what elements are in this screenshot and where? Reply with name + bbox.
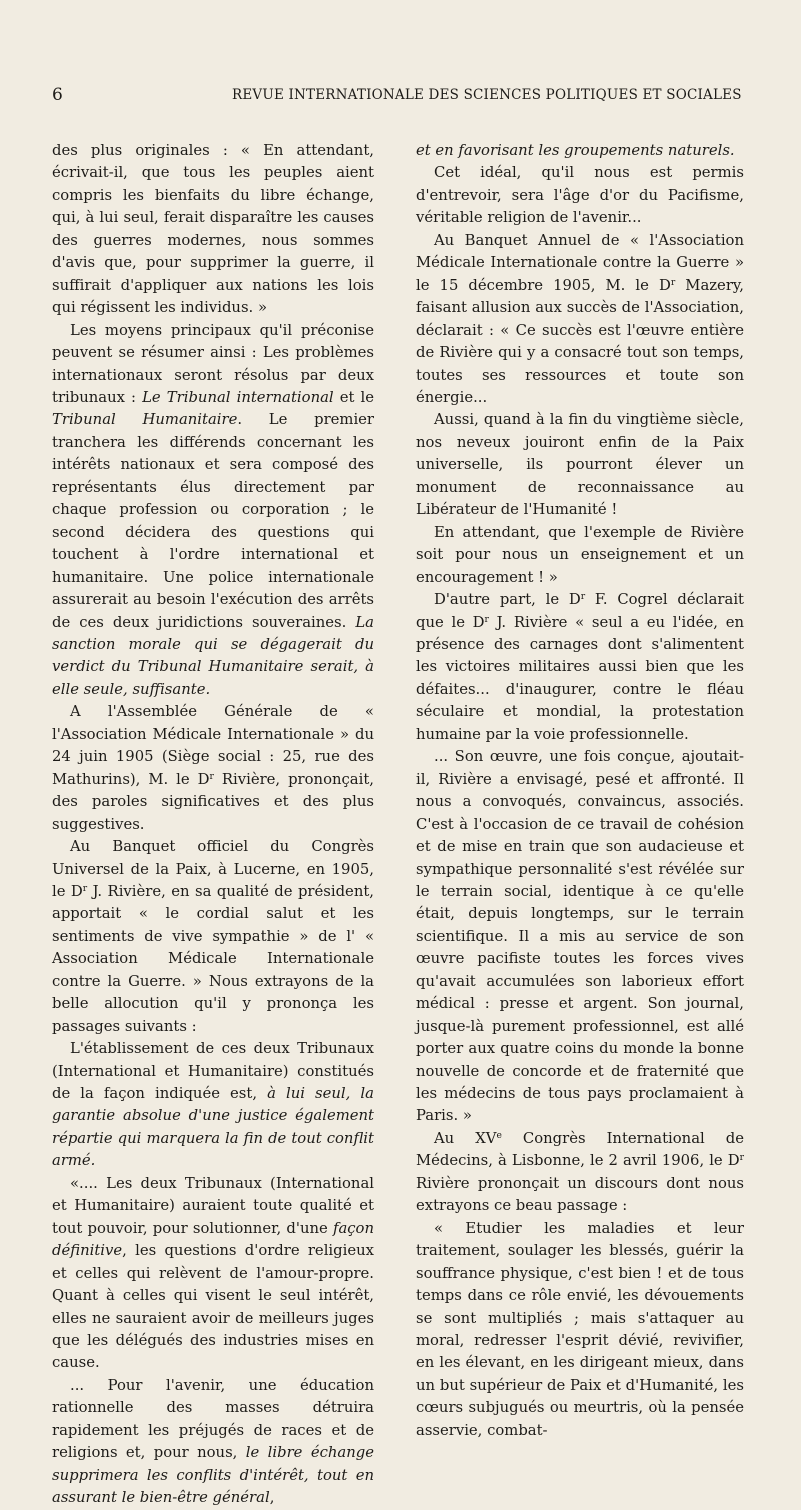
paragraph (52, 1375, 374, 1510)
italic-text: façon définitive (52, 1219, 374, 1260)
paragraph (416, 589, 744, 746)
text-run: Rivière, prononçait, des paroles significatives et des plus suggestives. (52, 770, 374, 833)
superscript: r (484, 613, 489, 625)
text-run: ... Son œuvre, une fois conçue, ajoutait-il, Rivière a envisagé, pesé et affronté. Il nous a convoqués, convaincus, associés. C'est à l'occasion de ce travail de cohésion et de mise en train que son audacieuse et sympathique personnalité s'est révélée sur le terrain social, identique à ce qu'elle était, depuis longtemps, sur le terrain scientifique. Il a mis au service de son œuvre pacifiste toutes les forces vives qu'avait accumulées son laborieux effort médical : presse et argent. Son journal, jusque-là purement professionnel, est allé porter aux quatre coins du monde la bonne nouvelle de concorde et de fraternité que les médecins de tous pays proclamaient à Paris. » (416, 748, 744, 1125)
italic-text: Le Tribunal international (142, 388, 334, 406)
paragraph (416, 162, 744, 229)
paragraph (416, 409, 744, 521)
text-run: , les questions d'ordre religieux et celles qui relèvent de l'amour-propre. Quant à celles qui visent le seul intérêt, elles ne sauraient avoir de meilleurs juges que les délégués des industries mises en cause. (52, 1242, 374, 1372)
paragraph (416, 1218, 744, 1443)
text-run: «.... Les deux Tribunaux (International et Humanitaire) auraient toute qualité et tout pouvoir, pour solutionner, d'une (52, 1174, 374, 1237)
text-run: Les moyens principaux qu'il préconise peuvent se résumer ainsi : Les problèmes internationaux seront résolus par deux tribunaux : (52, 321, 374, 406)
paragraph (416, 140, 744, 162)
text-run: et le (333, 388, 374, 406)
paragraph (416, 230, 744, 410)
superscript: r (82, 882, 88, 894)
paragraph (52, 701, 374, 836)
running-title: REVUE INTERNATIONALE DES SCIENCES POLITIQUES ET SOCIALES (232, 87, 742, 103)
text-run: D'autre part, le D (434, 591, 581, 609)
right-column (416, 140, 744, 1442)
paragraph (416, 746, 744, 1128)
text-run: des plus originales : « En attendant, écrivait-il, que tous les peuples aient compris les bienfaits du libre échange, qui, à lui seul, ferait disparaître les causes des guerres modernes, nous sommes d'avis que, pour supprimer la guerre, il suffirait d'appliquer aux nations les lois qui régissent les individus. » (52, 142, 374, 317)
text-run: . Le premier tranchera les différends concernant les intérêts nationaux et sera composé des représentants élus directement par chaque profession ou corporation ; le second décidera des questions qui touchent à l'ordre international et humanitaire. Une police internationale assurerait au besoin l'exécution des arrêts de ces deux juridictions souveraines. (52, 411, 375, 631)
text-run: Congrès International de Médecins, à Lisbonne, le 2 avril 1906, le D (416, 1129, 745, 1170)
paragraph (416, 1128, 744, 1218)
superscript: r (580, 591, 586, 603)
paragraph (52, 1038, 374, 1173)
text-run: Au XV (434, 1129, 497, 1147)
page-number: 6 (52, 85, 63, 105)
superscript: r (670, 276, 676, 288)
superscript: e (496, 1129, 502, 1141)
text-run: J. Rivière, en sa qualité de président, apportait « le cordial salut et les sentiments de vive sympathie » de l' « Association Médicale Internationale contre la Guerre. » Nous extrayons de la belle allocution qu'il y prononça les passages suivants : (52, 882, 374, 1035)
superscript: r (209, 770, 214, 782)
text-run: A l'Assemblée Générale de « l'Association Médicale Internationale » du 24 juin 1905 (Siège social : 25, rue des Mathurins), M. le D (52, 703, 374, 788)
text-run: ... Pour l'avenir, une éducation rationnelle des masses détruira rapidement les préjugés de races et de religions et, pour nous, (52, 1376, 374, 1462)
text-run: L'établissement de ces deux Tribunaux (International et Humanitaire) constitués de la façon indiquée est, (52, 1040, 374, 1103)
italic-text: Tribunal Humanitaire (52, 411, 238, 429)
text-run: « Etudier les maladies et leur traitement, soulager les blessés, guérir la souffrance physique, c'est bien ! et de tous temps dans ce rôle envié, les dévouements se sont multipliés ; mais s'attaquer au moral, redresser l'esprit dévié, revivifier, en les élevant, en les dirigeant mieux, dans un but supérieur de Paix et d'Humanité, les cœurs subjugués ou meurtris, où la pensée asservie, combat- (416, 1219, 744, 1439)
italic-text: et en favorisant les groupements naturels. (416, 142, 735, 159)
text-run: Au Banquet Annuel de « l'Association Médicale Internationale contre la Guerre » le 15 décembre 1905, M. le D (416, 231, 744, 294)
paragraph (416, 522, 744, 589)
paragraph (52, 140, 374, 320)
text-run: Cet idéal, qu'il nous est permis d'entrevoir, sera l'âge d'or du Pacifisme, véritable religion de l'avenir... (416, 164, 744, 227)
text-run: J. Rivière « seul a eu l'idée, en présence des carnages dont s'alimentent les victoires militaires aussi bien que les défaites... d'inaugurer, contre le fléau séculaire et mondial, la protestation humaine par la voie professionnelle. (416, 613, 744, 743)
italic-text: à lui seul, la garantie absolue d'une justice également répartie qui marquera la fin de tout conflit armé. (52, 1085, 374, 1170)
paragraph (52, 320, 374, 702)
italic-text: La sanction morale qui se dégagerait du verdict du Tribunal Humanitaire serait, à elle seule, suffisante. (52, 613, 374, 698)
text-run: Mazery, faisant allusion aux succès de l'Association, déclarait : « Ce succès est l'œuvre entière de Rivière qui y a consacré tout son temps, toutes ses ressources et toute son énergie... (416, 276, 744, 406)
text-run: F. Cogrel déclarait que le D (416, 591, 744, 631)
text-run: En attendant, que l'exemple de Rivière soit pour nous un enseignement et un encouragement ! » (416, 523, 744, 586)
paragraph (52, 1173, 374, 1375)
page-header (0, 85, 801, 107)
text-run: Rivière prononçait un discours dont nous extrayons ce beau passage : (416, 1174, 744, 1215)
paragraph (52, 836, 374, 1038)
italic-text: le libre échange supprimera les conflits d'intérêt, tout en assurant le bien-être général (52, 1444, 374, 1507)
superscript: r (739, 1152, 744, 1164)
text-run: Au Banquet officiel du Congrès Universel de la Paix, à Lucerne, en 1905, le D (52, 838, 374, 900)
left-column (52, 140, 374, 1510)
text-run: , (269, 1489, 275, 1507)
text-run: Aussi, quand à la fin du vingtième siècle, nos neveux jouiront enfin de la Paix universelle, ils pourront élever un monument de reconnaissance au Libérateur de l'Humanité ! (416, 411, 744, 519)
